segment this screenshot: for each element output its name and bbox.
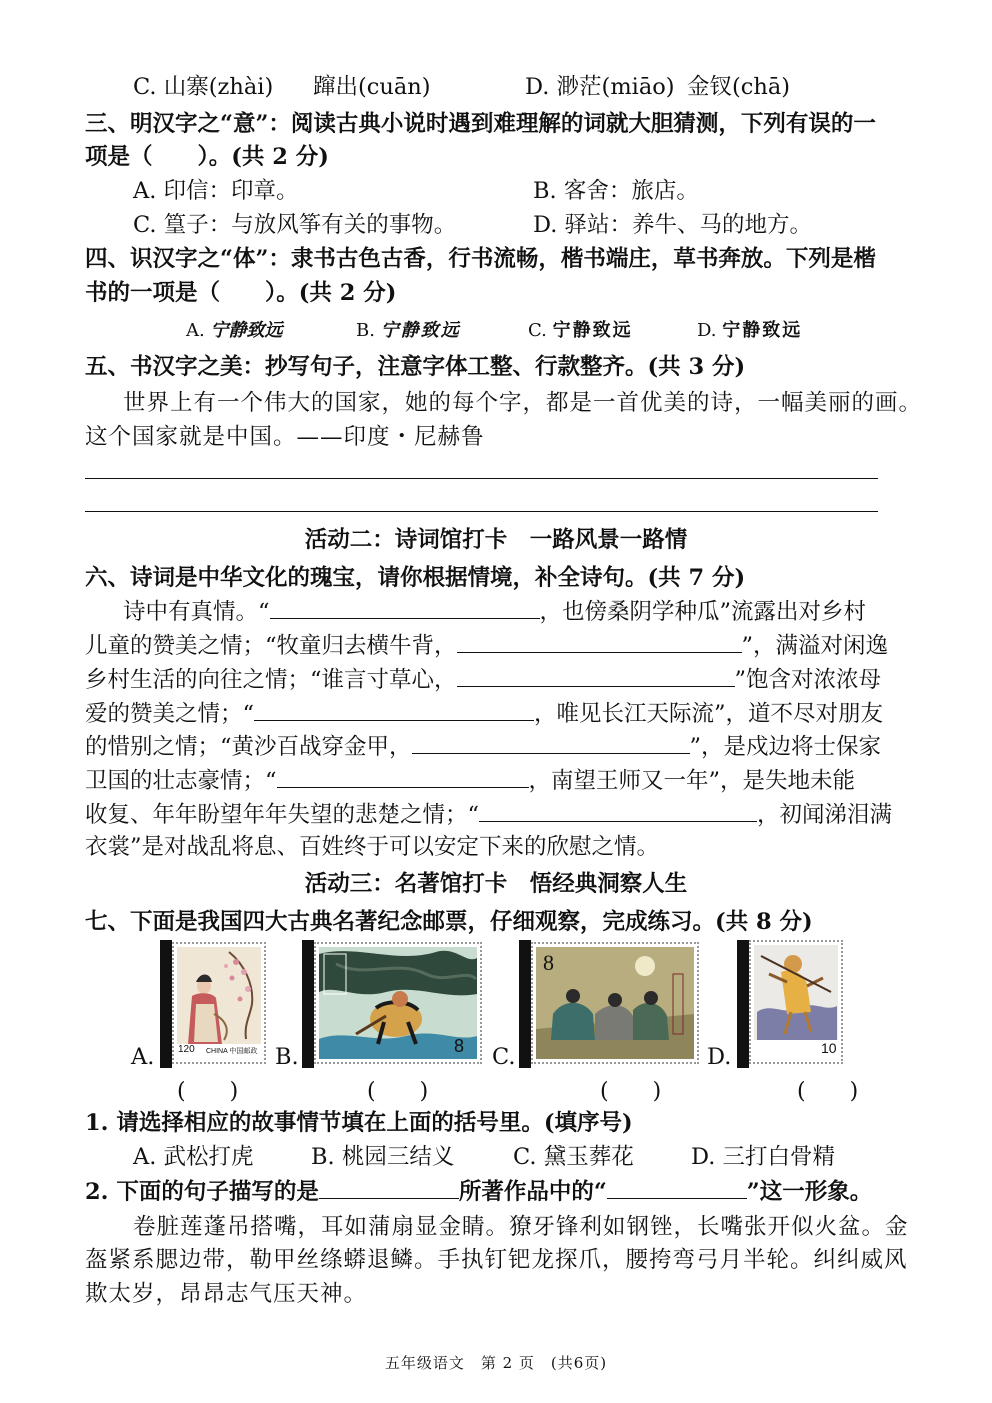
q3-title-line2: 项是（ ）。(共 2 分) [85,144,329,170]
q4-option-c [528,316,633,342]
q6-line1-text-b: ，也傍桑阴学种瓜”流露出对乡村 [539,599,867,625]
q7-title: 七、下面是我国四大古典名著纪念邮票，仔细观察，完成练习。(共 8 分) [85,909,813,935]
q3-title-line1: 三、明汉字之“意”：阅读古典小说时遇到难理解的词就大胆猜测，下列有误的一 [85,111,876,137]
q6-blank-5[interactable] [412,729,690,754]
q7-blank-author[interactable] [319,1174,459,1199]
q6-line4 [85,696,883,731]
q4-option-d [697,316,802,342]
q4-option-a-calligraphy: 宁静致远 [210,320,283,341]
q5-quote-line2: 这个国家就是中国。——印度・尼赫鲁 [85,424,485,450]
q6-line5-text-b: ”，是戍边将士保家 [689,734,882,760]
q5-writing-line-2[interactable] [85,511,878,512]
q4-option-b-calligraphy: 宁静致远 [380,320,461,341]
q2-option-d2: 金钗(chā) [687,74,791,100]
stamp-b-border-bar [302,940,314,1068]
q6-blank-7[interactable] [479,797,757,822]
stamp-a-label: A. [131,1044,155,1070]
q3-option-a: A. 印信：印章。 [133,178,299,204]
q7-sub2-text-a: 2. 下面的句子描写的是 [85,1179,319,1205]
q6-line6-text-b: ，南望王师又一年”，是失地未能 [528,768,856,794]
q6-line4-text-b: ，唯见长江天际流”，道不尽对朋友 [534,701,884,727]
stamp-c-picture [533,944,697,1062]
q4-title-line1: 四、识汉字之“体”：隶书古色古香，行书流畅，楷书端庄，草书奔放。下列是楷 [85,246,876,272]
stamp-c-answer-paren[interactable]: ( ) [600,1079,662,1104]
stamp-a-value: 120 [178,1044,195,1055]
q7-sub2-text-b: 所著作品中的“ [458,1179,607,1205]
q6-line8: 衣裳”是对战乱将息、百姓终于可以安定下来的欣慰之情。 [85,834,660,860]
q7-blank-character[interactable] [607,1174,747,1199]
q4-option-b-label: B. [356,320,375,341]
q7-sub1: 1. 请选择相应的故事情节填在上面的括号里。(填序号) [85,1110,633,1136]
stamp-a-border-bar [160,940,172,1068]
stamp-d-answer-paren[interactable]: ( ) [797,1079,859,1104]
q6-line2-text-b: ”，满溢对闲逸 [741,633,889,659]
stamp-b-answer-paren[interactable]: ( ) [367,1079,429,1104]
q4-title-line2: 书的一项是（ ）。(共 2 分) [85,280,397,306]
stamp-c-border-bar [519,940,531,1068]
q7-option-d: D. 三打白骨精 [691,1144,836,1170]
q6-line3-text-a: 乡村生活的向往之情；“谁言寸草心， [85,667,457,693]
q6-line2 [85,628,888,663]
q6-line1 [123,594,866,629]
q5-title: 五、书汉字之美：抄写句子，注意字体工整、行款整齐。(共 3 分) [85,354,746,380]
q6-line3 [85,662,881,697]
q7-option-c: C. 黛玉葬花 [513,1144,634,1170]
q5-quote-line1: 世界上有一个伟大的国家，她的每个字，都是一首优美的诗，一幅美丽的画。 [123,390,923,416]
q6-line5 [85,729,881,764]
stamp-d-label: D. [707,1044,732,1070]
q6-line7-text-b: ，初闻涕泪满 [757,802,893,828]
stamp-a-answer-paren[interactable]: ( ) [177,1079,239,1104]
page-footer: 五年级语文 第 2 页 (共6页) [384,1354,608,1372]
stamp-b [314,942,482,1064]
q6-line5-text-a: 的惜别之情；“黄沙百战穿金甲， [85,734,412,760]
q6-line3-text-b: ”饱含对浓浓母 [734,667,882,693]
stamp-c-value: 8 [543,950,554,975]
q7-passage-line3: 欺太岁，昂昂志气压天神。 [85,1281,368,1307]
q6-title: 六、诗词是中华文化的瑰宝，请你根据情境，补全诗句。(共 7 分) [85,565,746,591]
q4-option-b [356,316,461,342]
q3-option-c: C. 篁子：与放风筝有关的事物。 [133,212,457,238]
stamp-c-label: C. [492,1044,516,1070]
q2-option-d: D. 渺茫(miāo) [525,74,675,100]
stamp-d-border-bar [737,940,749,1068]
stamp-a-country: CHINA 中国邮政 [206,1048,258,1055]
q2-option-c: C. 山寨(zhài) [133,74,274,100]
q3-option-b: B. 客舍：旅店。 [533,178,699,204]
q6-blank-1[interactable] [270,594,540,619]
stamp-d [749,940,843,1064]
q4-option-c-label: C. [528,320,547,341]
q6-line7-text-a: 收复、年年盼望年年失望的悲楚之情；“ [85,802,480,828]
q4-option-a [186,316,282,342]
q7-passage-line2: 盔紧系腮边带，勒甲丝绦蟒退鳞。手执钉钯龙探爪，腰挎弯弓月半轮。纠纠威风 [85,1247,908,1273]
q6-blank-6[interactable] [277,763,529,788]
q6-line6 [85,763,855,798]
q7-passage-line1: 卷脏莲蓬吊搭嘴，耳如蒲扇显金睛。獠牙锋利如钢锉，长嘴张开似火盆。金 [133,1214,909,1240]
q6-blank-3[interactable] [457,662,735,687]
stamp-a [172,942,266,1064]
q6-line4-text-a: 爱的赞美之情；“ [85,701,255,727]
q6-blank-2[interactable] [457,628,742,653]
q4-option-d-label: D. [697,320,717,341]
activity3-title: 活动三：名著馆打卡 悟经典洞察人生 [304,871,688,897]
q6-line7 [85,797,892,832]
q7-sub2 [85,1174,872,1209]
q6-line6-text-a: 卫国的壮志豪情；“ [85,768,277,794]
activity2-title: 活动二：诗词馆打卡 一路风景一路情 [304,527,688,553]
q7-option-b: B. 桃园三结义 [311,1144,455,1170]
q6-line1-text-a: 诗中有真情。“ [123,599,270,625]
q7-option-a: A. 武松打虎 [133,1144,254,1170]
stamp-d-value: 10 [821,1040,837,1056]
q4-option-a-label: A. [186,320,205,341]
q6-line2-text-a: 儿童的赞美之情；“牧童归去横牛背， [85,633,457,659]
q7-sub2-text-c: ”这一形象。 [746,1179,873,1205]
q4-option-c-calligraphy: 宁静致远 [552,320,633,341]
q5-writing-line-1[interactable] [85,478,878,479]
stamp-b-label: B. [275,1044,299,1070]
q6-blank-4[interactable] [254,696,534,721]
q2-option-c2: 蹿出(cuān) [313,74,431,100]
q4-option-d-calligraphy: 宁静致远 [722,320,803,340]
q3-option-d: D. 驿站：养牛、马的地方。 [533,212,813,238]
stamp-c [531,942,699,1064]
stamp-b-value: 8 [454,1036,465,1056]
